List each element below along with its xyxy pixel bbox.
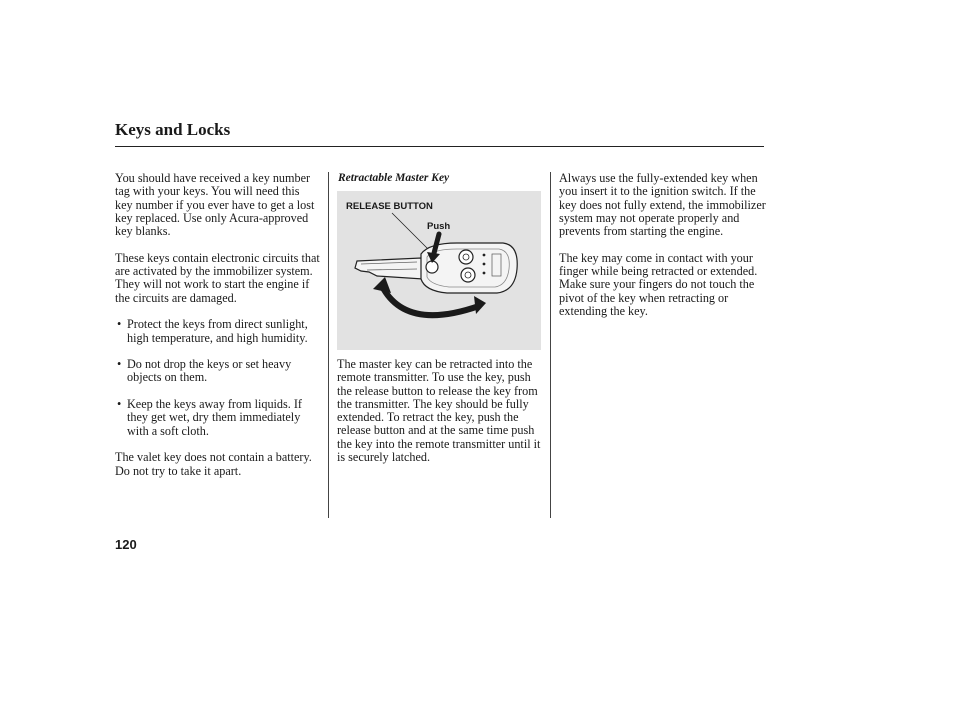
release-button-label: RELEASE BUTTON: [346, 201, 433, 212]
list-item: • Protect the keys from direct sunlight, high temperature, and high humidity.: [117, 317, 308, 345]
list-item: • Keep the keys away from liquids. If they get wet, dry them immediately with a soft cloth.: [117, 397, 302, 438]
column-middle: [337, 358, 545, 478]
column-right: [559, 172, 767, 332]
bullet-icon: •: [117, 357, 122, 372]
key-figure: [337, 191, 541, 350]
push-label: Push: [427, 221, 451, 232]
list-item: • Do not drop the keys or set heavy objects on them.: [117, 357, 292, 385]
paragraph-fully-extended: Always use the fully-extended key when you insert it to the ignition switch. If the key does not fully extend, the immobilizer system may not operate properly and prevents from starting the engine.: [559, 171, 766, 239]
bullet-icon: •: [117, 317, 122, 332]
page-number: 120: [115, 537, 137, 552]
column-divider-2: [550, 172, 551, 518]
paragraph-finger-caution: The key may come in contact with your finger while being retracted or extended. Make sure your fingers do not touch the pivot of the key when retracting or extending the key.: [559, 250, 758, 318]
column-divider-1: [328, 172, 329, 518]
bullet-icon: •: [117, 397, 122, 412]
column-left: [115, 172, 320, 491]
paragraph-master-key: The master key can be retracted into the remote transmitter. To use the key, push the release button to release the key from the transmitter. The key should be fully extended. To retract the key, push the release button and at the same time push the key into the remote transmitter until it is securely latched.: [337, 357, 541, 465]
paragraph-valet-key: The valet key does not contain a battery. Do not try to take it apart.: [115, 450, 312, 478]
header-rule: [115, 146, 764, 147]
section-subheading: Retractable Master Key: [338, 172, 450, 184]
retractable-key-illustration: [337, 191, 541, 350]
paragraph-electronic-circuits: These keys contain electronic circuits that are activated by the immobilizer system. They will not work to start the engine if the circuits are damaged.: [115, 250, 320, 305]
paragraph-key-number: You should have received a key number tag with your keys. You will need this key number if you ever have to get a lost key replaced. Use only Acura-approved key blanks.: [115, 171, 315, 239]
page-title: Keys and Locks: [115, 120, 231, 139]
